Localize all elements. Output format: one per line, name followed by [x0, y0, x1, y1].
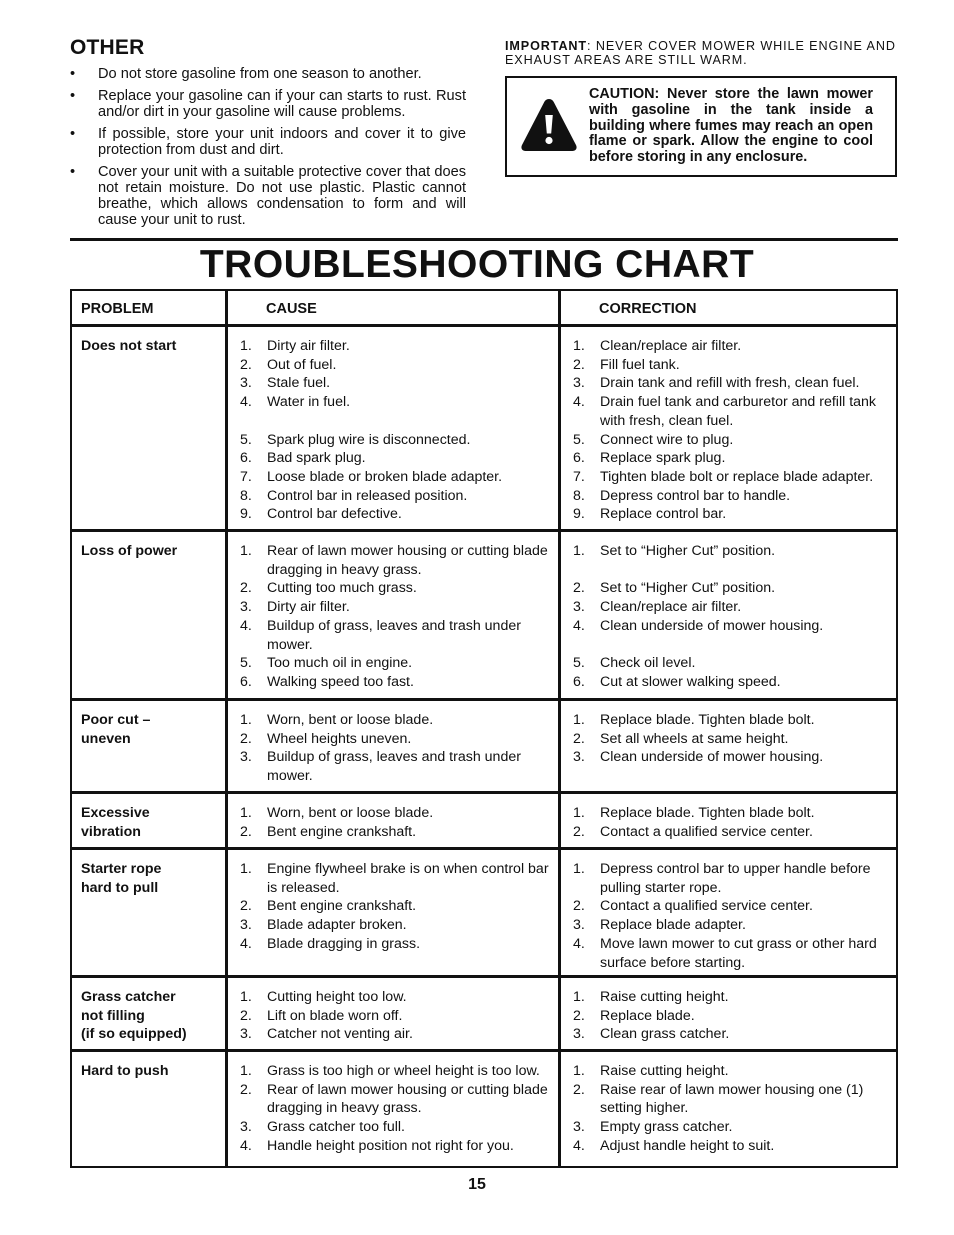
item-number: 9.: [573, 506, 585, 523]
problem-label: Does not start: [81, 338, 177, 354]
other-item-text: Cover your unit with a suitable protective cover that does not retain moisture. Do not use plastic. Plastic cannot breathe, which allows condensation to form and will cause your unit to rust.: [98, 164, 466, 228]
cause-item: [240, 487, 558, 506]
bullet-icon: •: [70, 164, 76, 180]
problem-cell: [72, 1052, 228, 1166]
item-text: Control bar in released position.: [267, 487, 468, 504]
item-number: 1.: [573, 861, 585, 877]
cause-item: [240, 505, 558, 524]
item-number: 2.: [573, 898, 585, 915]
correction-item: [573, 1007, 896, 1026]
other-list: [70, 66, 466, 228]
item-number: 1.: [240, 1063, 252, 1079]
correction-item: [573, 935, 896, 972]
item-number: 2.: [240, 580, 252, 597]
item-text: Adjust handle height to suit.: [600, 1137, 775, 1154]
cause-column-header-cell: [228, 291, 561, 324]
caution-text: CAUTION: Never store the lawn mower with gasoline in the tank inside a building where fumes may reach an open flame or spark. Allow the engine to cool before storing in any enclosure.: [589, 86, 873, 166]
cause-cell: [228, 978, 561, 1049]
correction-item: [573, 860, 896, 897]
item-text: Worn, bent or loose blade.: [267, 712, 434, 728]
item-text: Check oil level.: [600, 655, 696, 672]
cause-item: [240, 1081, 558, 1118]
item-text: Lift on blade worn off.: [267, 1007, 403, 1024]
correction-item: [573, 487, 896, 506]
item-text: Clean/replace air filter.: [600, 599, 742, 616]
item-number: 2.: [573, 356, 585, 373]
item-number: 3.: [573, 1026, 585, 1043]
problem-column-header-cell: [72, 291, 228, 324]
correction-cell: [561, 978, 896, 1049]
problem-cell: [72, 794, 228, 847]
item-number: 2.: [240, 1007, 252, 1024]
item-number: 4.: [573, 394, 585, 411]
other-item-text: Do not store gasoline from one season to another.: [98, 66, 422, 82]
item-number: 5.: [240, 655, 252, 672]
correction-item: [573, 711, 896, 730]
item-text: Contact a qualified service center.: [600, 823, 813, 840]
item-text: Clean grass catcher.: [600, 1026, 730, 1043]
item-number: 1.: [240, 805, 252, 821]
item-text: Connect wire to plug.: [600, 431, 734, 448]
problem-label: Poor cut – uneven: [81, 712, 151, 747]
item-text: Bent engine crankshaft.: [267, 898, 417, 915]
cause-item: [240, 598, 558, 617]
item-text: Raise rear of lawn mower housing one (1) setting higher.: [600, 1081, 864, 1117]
item-text: Buildup of grass, leaves and trash under mower.: [267, 749, 521, 785]
item-text: Out of fuel.: [267, 356, 337, 373]
cause-column-header: CAUSE: [266, 301, 317, 317]
cause-item: [240, 823, 558, 842]
correction-item: [573, 431, 896, 450]
bullet-icon: •: [70, 88, 76, 104]
problem-label: Excessive vibration: [81, 805, 150, 840]
correction-cell: [561, 327, 896, 529]
correction-item: [573, 393, 896, 430]
problem-column-header: PROBLEM: [81, 301, 154, 317]
cause-item: [240, 449, 558, 468]
correction-item: [573, 356, 896, 375]
cause-list: [240, 988, 558, 1044]
other-item-text: Replace your gasoline can if your can starts to rust. Rust and/or dirt in your gasoline will cause problems.: [98, 88, 466, 120]
item-text: Rear of lawn mower housing or cutting blade dragging in heavy grass.: [267, 1081, 548, 1117]
item-text: Grass is too high or wheel height is too low.: [267, 1063, 540, 1079]
correction-item: [573, 988, 896, 1007]
correction-item: [573, 374, 896, 393]
item-number: 5.: [573, 655, 585, 672]
item-number: 4.: [240, 935, 252, 952]
item-number: 8.: [240, 487, 252, 504]
item-text: Fill fuel tank.: [600, 356, 680, 373]
correction-item: [573, 337, 896, 356]
item-text: Clean underside of mower housing.: [600, 617, 824, 634]
important-notice: [505, 39, 900, 67]
cause-item: [240, 804, 558, 823]
item-number: 2.: [573, 823, 585, 840]
item-number: 4.: [573, 617, 585, 634]
correction-list: [573, 711, 896, 767]
correction-column-header-cell: [561, 291, 896, 324]
correction-item: [573, 654, 896, 673]
item-number: 5.: [573, 431, 585, 448]
cause-item: [240, 1137, 558, 1156]
item-text: Clean/replace air filter.: [600, 338, 742, 354]
problem-label: Starter rope hard to pull: [81, 861, 162, 896]
correction-item: [573, 1081, 896, 1118]
item-number: 2.: [240, 823, 252, 840]
correction-item: [573, 916, 896, 935]
important-text: : NEVER COVER MOWER WHILE ENGINE AND EXHAUST AREAS ARE STILL WARM.: [505, 39, 896, 67]
item-number: 1.: [573, 543, 585, 559]
item-text: Cutting too much grass.: [267, 580, 417, 597]
item-number: 6.: [240, 673, 252, 690]
problem-cell: [72, 532, 228, 698]
other-item: [70, 126, 466, 158]
item-text: Dirty air filter.: [267, 338, 350, 354]
problem-label: Hard to push: [81, 1063, 169, 1079]
item-text: Set all wheels at same height.: [600, 730, 789, 747]
item-text: Blade adapter broken.: [267, 917, 407, 934]
item-text: Stale fuel.: [267, 375, 331, 392]
cause-list: [240, 1062, 558, 1156]
problem-cell: [72, 978, 228, 1049]
cause-item: [240, 1118, 558, 1137]
correction-list: [573, 860, 896, 972]
item-text: Depress control bar to upper handle before pulling starter rope.: [600, 861, 871, 896]
correction-cell: [561, 850, 896, 975]
table-header-row: [72, 291, 896, 327]
item-text: Walking speed too fast.: [267, 673, 414, 690]
correction-list: [573, 804, 896, 841]
item-text: Grass catcher too full.: [267, 1119, 405, 1136]
item-number: 2.: [240, 356, 252, 373]
cause-item: [240, 542, 558, 579]
cause-cell: [228, 327, 561, 529]
problem-cell: [72, 701, 228, 791]
item-text: Depress control bar to handle.: [600, 487, 791, 504]
cause-item: [240, 860, 558, 897]
item-text: Cutting height too low.: [267, 989, 407, 1005]
cause-item: [240, 1025, 558, 1044]
item-number: 3.: [240, 375, 252, 392]
item-text: Drain tank and refill with fresh, clean fuel.: [600, 375, 860, 392]
problem-cell: [72, 850, 228, 975]
cause-item: [240, 730, 558, 749]
item-number: 1.: [573, 1063, 585, 1079]
cause-item: [240, 337, 558, 356]
item-text: Water in fuel.: [267, 394, 351, 411]
correction-item: [573, 804, 896, 823]
correction-item: [573, 1137, 896, 1156]
item-number: 4.: [573, 935, 585, 952]
item-text: Loose blade or broken blade adapter.: [267, 468, 503, 485]
item-text: Buildup of grass, leaves and trash under mower.: [267, 617, 521, 653]
item-number: 4.: [573, 1137, 585, 1154]
cause-list: [240, 711, 558, 786]
item-text: Wheel heights uneven.: [267, 730, 412, 747]
cause-list: [240, 804, 558, 841]
item-number: 3.: [240, 1119, 252, 1136]
item-number: 3.: [240, 749, 252, 766]
item-text: Replace blade. Tighten blade bolt.: [600, 805, 815, 821]
other-item: [70, 66, 466, 82]
item-number: 1.: [240, 861, 252, 877]
item-text: Rear of lawn mower housing or cutting blade dragging in heavy grass.: [267, 543, 548, 578]
cause-item: [240, 468, 558, 487]
cause-item: [240, 748, 558, 785]
item-text: Set to “Higher Cut” position.: [600, 543, 776, 559]
cause-item: [240, 673, 558, 692]
table-row: [72, 794, 896, 850]
item-number: 3.: [240, 599, 252, 616]
correction-item: [573, 598, 896, 617]
correction-item: [573, 505, 896, 524]
item-text: Engine flywheel brake is on when control bar is released.: [267, 861, 549, 896]
caution-box: [505, 76, 897, 177]
correction-list: [573, 337, 896, 524]
cause-item: [240, 431, 558, 450]
item-text: Replace control bar.: [600, 506, 727, 523]
cause-list: [240, 860, 558, 954]
item-text: Replace blade adapter.: [600, 917, 746, 934]
correction-item: [573, 449, 896, 468]
item-text: Spark plug wire is disconnected.: [267, 431, 471, 448]
table-row: [72, 532, 896, 701]
item-number: 3.: [573, 375, 585, 392]
item-number: 3.: [573, 749, 585, 766]
item-text: Too much oil in engine.: [267, 655, 413, 672]
item-text: Tighten blade bolt or replace blade adapter.: [600, 468, 874, 485]
item-number: 9.: [240, 506, 252, 523]
item-text: Empty grass catcher.: [600, 1119, 733, 1136]
item-text: Replace blade.: [600, 1007, 695, 1024]
item-text: Clean underside of mower housing.: [600, 749, 824, 766]
troubleshooting-table: [70, 289, 898, 1168]
cause-item: [240, 897, 558, 916]
correction-column-header: CORRECTION: [599, 301, 697, 317]
warning-triangle-icon: [519, 96, 579, 154]
correction-item: [573, 1118, 896, 1137]
item-text: Raise cutting height.: [600, 1063, 729, 1079]
correction-item: [573, 1062, 896, 1081]
correction-item: [573, 897, 896, 916]
item-number: 3.: [573, 599, 585, 616]
item-number: 3.: [573, 917, 585, 934]
item-text: Worn, bent or loose blade.: [267, 805, 434, 821]
item-text: Drain fuel tank and carburetor and refill tank with fresh, clean fuel.: [600, 394, 877, 429]
cause-cell: [228, 701, 561, 791]
correction-item: [573, 823, 896, 842]
item-number: 7.: [573, 468, 585, 485]
cause-item: [240, 935, 558, 954]
cause-item: [240, 374, 558, 393]
cause-item: [240, 916, 558, 935]
table-row: [72, 327, 896, 532]
table-row: [72, 701, 896, 794]
cause-item: [240, 579, 558, 598]
cause-item: [240, 711, 558, 730]
other-heading: OTHER: [70, 36, 145, 59]
cause-cell: [228, 532, 561, 698]
correction-cell: [561, 1052, 896, 1166]
bullet-icon: •: [70, 66, 76, 82]
problem-label: Loss of power: [81, 543, 178, 559]
table-row: [72, 1052, 896, 1166]
cause-item: [240, 1062, 558, 1081]
item-number: 2.: [573, 580, 585, 597]
page-number: 15: [468, 1176, 486, 1193]
item-number: 3.: [573, 1119, 585, 1136]
correction-item: [573, 468, 896, 487]
correction-item: [573, 748, 896, 767]
cause-item: [240, 654, 558, 673]
correction-list: [573, 988, 896, 1044]
chart-title: TROUBLESHOOTING CHART: [199, 243, 755, 286]
item-number: 3.: [240, 1026, 252, 1043]
item-number: 1.: [240, 543, 252, 559]
item-text: Blade dragging in grass.: [267, 935, 421, 952]
item-number: 4.: [240, 617, 252, 634]
item-number: 1.: [573, 805, 585, 821]
item-number: 6.: [240, 450, 252, 467]
cause-item: [240, 988, 558, 1007]
important-label: IMPORTANT: [505, 39, 588, 53]
correction-item: [573, 673, 896, 692]
correction-cell: [561, 794, 896, 847]
item-number: 4.: [240, 1137, 252, 1154]
correction-cell: [561, 532, 896, 698]
item-number: 1.: [573, 338, 585, 354]
item-number: 7.: [240, 468, 252, 485]
item-number: 3.: [240, 917, 252, 934]
item-number: 1.: [240, 989, 252, 1005]
item-number: 6.: [573, 673, 585, 690]
item-number: 5.: [240, 431, 252, 448]
cause-item: [240, 617, 558, 654]
cause-item: [240, 393, 558, 412]
item-number: 2.: [240, 730, 252, 747]
item-text: Bad spark plug.: [267, 450, 366, 467]
other-item-text: If possible, store your unit indoors and cover it to give protection from dust and dirt.: [98, 126, 466, 158]
item-text: Replace blade. Tighten blade bolt.: [600, 712, 815, 728]
item-text: Control bar defective.: [267, 506, 402, 523]
cause-list: [240, 542, 558, 692]
item-number: 4.: [240, 394, 252, 411]
item-text: Cut at slower walking speed.: [600, 673, 781, 690]
item-number: 1.: [240, 712, 252, 728]
item-number: 2.: [573, 1081, 585, 1098]
item-text: Catcher not venting air.: [267, 1026, 413, 1043]
correction-list: [573, 542, 896, 692]
cause-item: [240, 356, 558, 375]
problem-cell: [72, 327, 228, 529]
problem-label: Grass catcher not filling (if so equipped): [81, 989, 187, 1043]
item-text: Set to “Higher Cut” position.: [600, 580, 776, 597]
item-number: 2.: [573, 1007, 585, 1024]
bullet-icon: •: [70, 126, 76, 142]
correction-list: [573, 1062, 896, 1156]
item-text: Handle height position not right for you.: [267, 1137, 514, 1154]
cause-cell: [228, 850, 561, 975]
other-item: [70, 164, 466, 228]
correction-item: [573, 1025, 896, 1044]
correction-cell: [561, 701, 896, 791]
item-text: Dirty air filter.: [267, 599, 350, 616]
item-text: Bent engine crankshaft.: [267, 823, 417, 840]
item-text: Move lawn mower to cut grass or other hard surface before starting.: [600, 935, 877, 971]
item-text: Contact a qualified service center.: [600, 898, 813, 915]
cause-list: [240, 337, 558, 524]
other-section: [70, 36, 466, 234]
correction-item: [573, 542, 896, 561]
item-number: 6.: [573, 450, 585, 467]
item-number: 8.: [573, 487, 585, 504]
correction-item: [573, 730, 896, 749]
table-row: [72, 978, 896, 1052]
correction-item: [573, 617, 896, 636]
cause-item: [240, 1007, 558, 1026]
item-number: 1.: [240, 338, 252, 354]
table-row: [72, 850, 896, 978]
item-number: 2.: [240, 898, 252, 915]
cause-cell: [228, 794, 561, 847]
item-number: 1.: [573, 989, 585, 1005]
correction-item: [573, 579, 896, 598]
item-number: 2.: [240, 1081, 252, 1098]
cause-cell: [228, 1052, 561, 1166]
item-number: 1.: [573, 712, 585, 728]
item-number: 2.: [573, 730, 585, 747]
item-text: Replace spark plug.: [600, 450, 726, 467]
item-text: Raise cutting height.: [600, 989, 729, 1005]
other-item: [70, 88, 466, 120]
